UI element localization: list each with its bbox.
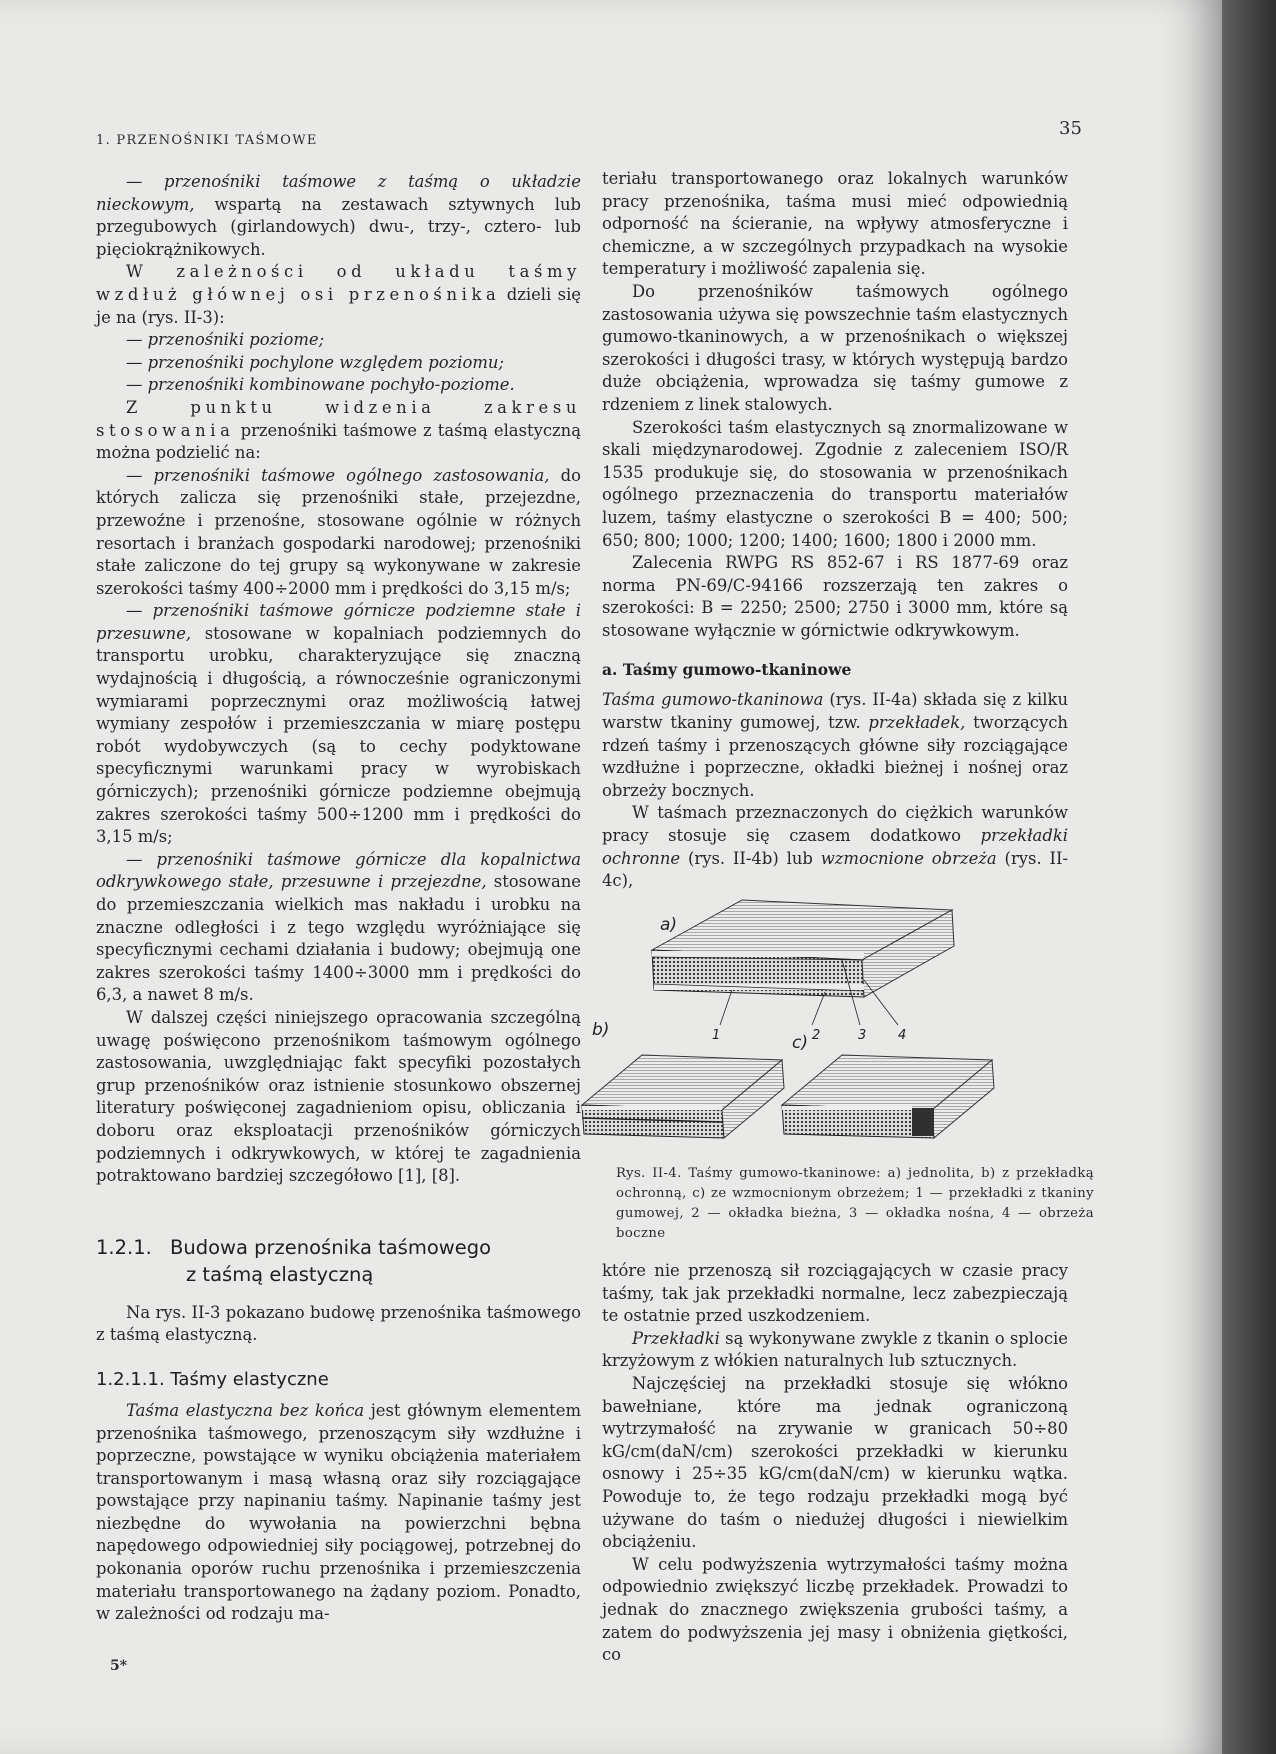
- list-item: [96, 600, 581, 849]
- paragraph: [602, 1554, 1068, 1667]
- text-run: które nie przenoszą sił rozciągających w czasie pracy taśmy, tak jak przekładki normalne, lecz zabezpieczają te ostatnie przed uszkodzeniem.: [602, 1261, 1068, 1326]
- section-title-line2: z taśmą elastyczną: [186, 1262, 374, 1286]
- right-column-continued: [602, 1260, 1068, 1667]
- paragraph: [96, 1400, 581, 1626]
- italic-run: Taśma gumowo-tkaninowa: [602, 690, 824, 710]
- belt-b-drawing: [582, 1055, 784, 1138]
- paragraph: [96, 1302, 581, 1347]
- text-run: (rys. II-4c),: [602, 848, 1068, 891]
- section-heading: [96, 1234, 581, 1288]
- subsection-heading: a. Taśmy gumowo-tkaninowe: [602, 660, 852, 680]
- italic-run: Przekładki: [632, 1328, 720, 1348]
- italic-run: przekładki ochronne: [602, 826, 1068, 868]
- section-title-line1: Budowa przenośnika taśmowego: [170, 1235, 492, 1259]
- text-run: tworzących rdzeń taśmy i przenoszących główne siły rozciągające wzdłużne i poprzeczne, okładki bieżnej i nośnej oraz obrzeży bocznych.: [602, 713, 1068, 800]
- figure-label-c: c): [792, 1033, 808, 1053]
- italic-run: — przenośniki taśmowe górnicze dla kopalnictwa odkrywkowego stałe, przesuwne i przejezdne,: [96, 849, 581, 892]
- figure-marker-4: 4: [898, 1028, 907, 1043]
- list-item: [96, 374, 581, 397]
- paragraph: [602, 168, 1068, 281]
- figure-marker-3: 3: [858, 1028, 867, 1043]
- italic-run: przekładek,: [868, 713, 966, 733]
- italic-run: wzmocnione obrzeża: [820, 848, 997, 868]
- left-column: [96, 171, 581, 1626]
- text-run: jest głównym elementem przenośnika taśmowego, przenoszącym siły wzdłużne i poprzeczne, powstające w wyniku obciążenia materiałem transportowanym i masą własną oraz siły rozciągające powstające przy napinaniu taśmy. Napinanie taśmy jest niezbędne do wywołania na powierzchni bębna napędowego odpowiedniej siły pociągowej, potrzebnej do pokonania oporów ruchu przenośnika i przemieszczenia materiału transportowanego na żądany poziom. Ponadto, w zależności od rodzaju ma-: [96, 1400, 581, 1624]
- text-run: (rys. II-4a) składa się z kilku warstw tkaniny gumowej, tzw.: [602, 690, 1069, 733]
- figure-label-a: a): [660, 915, 678, 935]
- list-item: [96, 849, 581, 1007]
- paragraph: [96, 397, 581, 465]
- spaced-run: Z punktu widzenia zakresu stosowania: [96, 397, 581, 440]
- right-column: [602, 168, 1068, 893]
- text-run: teriału transportowanego oraz lokalnych warunków pracy przenośnika, taśma musi mieć odpowiednią odporność na ścieranie, na wpływy atmosferyczne i chemiczne, a w szczególnych przypadkach na wysokie temperatury i możliwość zapalenia się.: [602, 169, 1068, 279]
- italic-run: — przenośniki kombinowane pochyło-poziome.: [126, 375, 515, 395]
- italic-run: — przenośniki taśmowe z taśmą o układzie nieckowym,: [96, 172, 581, 214]
- paragraph: [602, 281, 1068, 417]
- italic-run: — przenośniki taśmowe górnicze podziemne stałe i przesuwne,: [96, 601, 581, 643]
- figure-label-b: b): [592, 1020, 610, 1040]
- conveyor-belt-figure: [592, 880, 1098, 1180]
- italic-run: — przenośniki poziome;: [126, 330, 325, 350]
- paragraph: [96, 1007, 581, 1188]
- paragraph: [602, 1328, 1068, 1373]
- text-run: stosowane do przemieszczania wielkich mas nakładu i urobku na znaczne odległości i z tego względu wyróżniające się specyficznymi cechami działania i budowy; obejmują one zakres szerokości taśmy 1400÷3000 mm i prędkości do 6,3, a nawet 8 m/s.: [96, 872, 581, 1005]
- figure-marker-1: 1: [712, 1028, 721, 1043]
- text-run: W taśmach przeznaczonych do ciężkich warunków pracy stosuje się czasem dodatkowo: [602, 803, 1068, 846]
- text-run: Zalecenia RWPG RS 852-67 i RS 1877-69 oraz norma PN-69/C-94166 rozszerzają ten zakres o szerokości: B = 2250; 2500; 2750 i 3000 mm, które są stosowane wyłącznie w górnictwie odkrywkowym.: [602, 553, 1068, 640]
- spaced-run: W zależności od układu taśmy wzdłuż głównej osi przenośnika: [96, 262, 581, 304]
- text-run: (rys. II-4b) lub: [680, 848, 821, 868]
- text-run: Na rys. II-3 pokazano budowę przenośnika taśmowego z taśmą elastyczną.: [96, 1302, 581, 1345]
- text-run: W dalszej części niniejszego opracowania szczególną uwagę poświęcono przenośnikom taśmowym ogólnego zastosowania, uwzględniając fakt specyfiki pozostałych grup przenośników oraz istnienie stosunkowo obszernej literatury poświęconej zagadnieniom opisu, obliczania i doboru oraz eksploatacji przenośników górniczych podziemnych i odkrywkowych, w której te zagadnienia potraktowano bardziej szczegółowo [1], [8].: [96, 1007, 581, 1186]
- section-number: 1.2.1.: [96, 1235, 152, 1259]
- italic-run: Taśma elastyczna bez końca: [126, 1400, 365, 1420]
- text-run: dzieli się je na (rys. II-3):: [96, 284, 582, 327]
- paragraph: [602, 1260, 1068, 1328]
- text-run: Najczęściej na przekładki stosuje się włókno bawełniane, które ma jednak ograniczoną wytrzymałość na zrywanie w granicach 50÷80 kG/cm(daN/cm) szerokości przekładki w kierunku osnowy i 25÷35 kG/cm(daN/cm) w kierunku wątka. Powoduje to, że tego rodzaju przekładki mogą być używane do taśm o niedużej długości i niewielkim obciążeniu.: [602, 1373, 1068, 1552]
- figure-caption: Rys. II-4. Taśmy gumowo-tkaninowe: a) jednolita, b) z przekładką ochronną, c) ze wzmocnionym obrzeżem; 1 — przekładki z tkaniny gumowej, 2 — okładka bieżna, 3 — okładka nośna, 4 — obrzeża boczne: [616, 1166, 1094, 1241]
- paragraph: [96, 261, 581, 329]
- text-run: do których zalicza się przenośniki stałe, przejezdne, przewoźne i przenośne, stosowane ogólnie w różnych resortach i branżach gospodarki narodowej; przenośniki stałe zaliczone do tej grupy są wykonywane w zakresie szerokości taśmy 400÷2000 mm i prędkości do 3,15 m/s;: [96, 465, 581, 598]
- paragraph: [602, 1373, 1068, 1554]
- figure-marker-2: 2: [812, 1028, 821, 1043]
- paragraph: [602, 689, 1068, 802]
- paragraph: [602, 552, 1068, 642]
- italic-run: — przenośniki pochylone względem poziomu;: [126, 352, 504, 372]
- list-item: [96, 329, 581, 352]
- text-run: W celu podwyższenia wytrzymałości taśmy można odpowiednio zwiększyć liczbę przekładek. Prowadzi to jednak do znacznego zwiększenia grubości taśmy, a zatem do podwyższenia jej masy i obniżenia giętkości, co: [602, 1554, 1068, 1665]
- text-run: są wykonywane zwykle z tkanin o splocie krzyżowym z włókien naturalnych lub sztucznych.: [602, 1328, 1068, 1371]
- page-number: 35: [1059, 118, 1082, 139]
- subsection-heading: 1.2.1.1. Taśmy elastyczne: [96, 1368, 329, 1390]
- paragraph: [602, 417, 1068, 553]
- list-item: [96, 465, 581, 601]
- belt-a-drawing: [652, 900, 954, 1025]
- text-run: Do przenośników taśmowych ogólnego zastosowania używa się powszechnie taśm elastycznych gumowo-tkaninowych, a w przenośnikach o większej szerokości i długości trasy, w których występują bardzo duże obciążenia, wprowadza się taśmy gumowe z rdzeniem z linek stalowych.: [602, 281, 1068, 414]
- text-run: wspartą na zestawach sztywnych lub przegubowych (girlandowych) dwu-, trzy-, cztero- lub pięciokrążnikowych.: [96, 194, 581, 259]
- list-item: [96, 352, 581, 375]
- belt-c-drawing: [782, 1055, 994, 1138]
- text-run: stosowane w kopalniach podziemnych do transportu urobku, charakteryzujące się znaczną wydajnością i długością, a równocześnie ograniczonymi wymiarami poprzecznymi oraz możliwością łatwej wymiany zespołów i przemieszczania w miarę postępu robót wydobywczych (są to cechy podyktowane specyficznymi warunkami pracy w wyrobiskach górniczych); przenośniki górnicze podziemne obejmują zakres szerokości taśmy 500÷1200 mm i prędkości do 3,15 m/s;: [96, 623, 581, 847]
- running-head: 1. PRZENOŚNIKI TAŚMOWE: [96, 133, 318, 148]
- text-run: przenośniki taśmowe z taśmą elastyczną można podzielić na:: [96, 420, 581, 463]
- folio-mark: 5*: [110, 1658, 128, 1674]
- text-run: Szerokości taśm elastycznych są znormalizowane w skali międzynarodowej. Zgodnie z zaleceniem ISO/R 1535 produkuje się, do stosowania w przenośnikach ogólnego przeznaczenia do transportu materiałów luzem, taśmy elastyczne o szerokości B = 400; 500; 650; 800; 1000; 1200; 1400; 1600; 1800 i 2000 mm.: [602, 417, 1068, 550]
- italic-run: — przenośniki taśmowe ogólnego zastosowania,: [126, 465, 550, 485]
- paragraph: [96, 171, 581, 261]
